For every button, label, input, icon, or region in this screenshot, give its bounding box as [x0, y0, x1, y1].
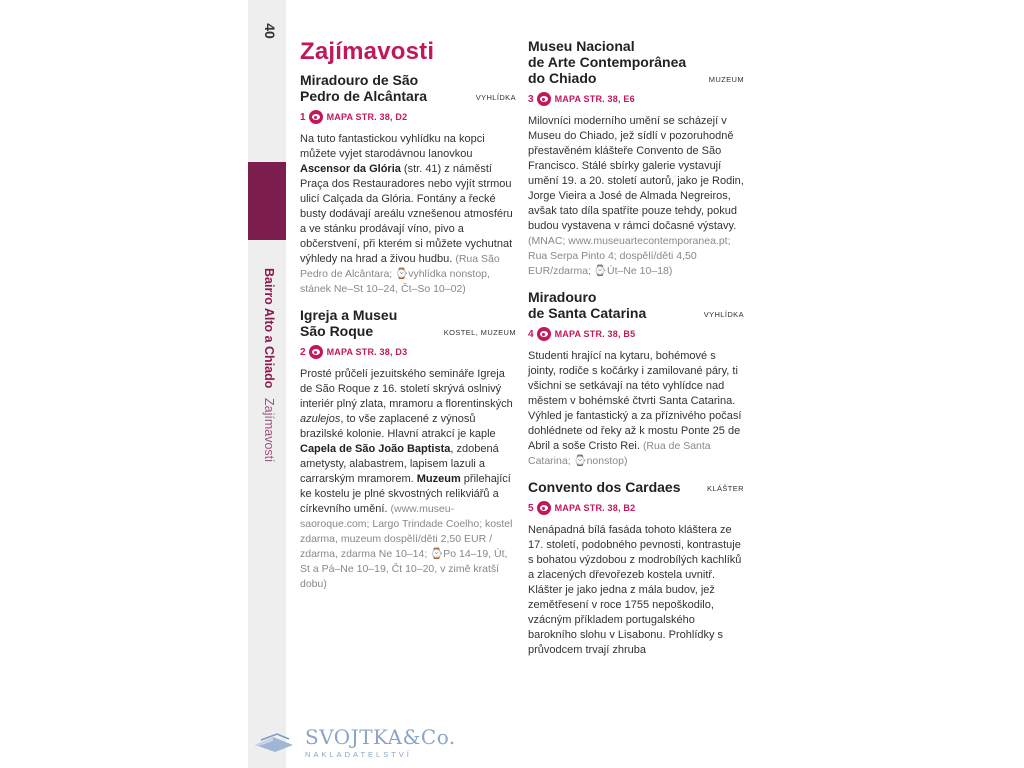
eye-icon — [537, 327, 551, 341]
left-column — [300, 38, 516, 602]
section-title: Zajímavosti — [300, 38, 435, 65]
body-text: přilehající ke kostelu je plné skvostných relikviářů a církevního umění. — [300, 473, 511, 515]
eye-icon — [309, 110, 323, 124]
map-label: MAPA STR. 38, E6 — [554, 94, 635, 104]
body-bold: Ascensor da Glória — [300, 163, 401, 175]
entry-museu-chiado — [528, 38, 744, 279]
entry-head — [300, 72, 516, 104]
body-bold: Muzeum — [416, 473, 461, 485]
body-text: , zdobená ametysty, alabastrem, lapisem lazuli a carrarským mramorem. — [300, 443, 499, 485]
page-number: 40 — [262, 23, 278, 39]
entry-tag: VYHLÍDKA — [475, 93, 516, 102]
body-text: Na tuto fantastickou vyhlídku na kopci můžete vyjet starodávnou lanovkou — [300, 133, 485, 160]
map-reference[interactable] — [300, 110, 516, 124]
map-number: 3 — [528, 93, 534, 105]
body-text: Studenti hrající na kytaru, bohémové s jointy, rodiče s kočárky i zamilované páry, ti všichni se setkávají na této vyhlídce nad městem v bohémské čtvrti Santa Catarina. Výhled je fantastický a za příznivého počasí dohlédnete od řeky až k mostu Ponte 25 de Abril a soše Cristo Rei. — [528, 350, 742, 452]
eye-icon — [537, 92, 551, 106]
entry-title — [528, 289, 646, 321]
map-number: 5 — [528, 502, 534, 514]
entry-title — [300, 72, 427, 104]
entry-info: (Rua São Pedro de Alcântara; ⌚vyhlídka nonstop, stánek Ne–St 10–24, Čt–So 10–02) — [300, 253, 500, 295]
body-text: Milovníci moderního umění se scházejí v Museu do Chiado, jež sídlí v pozoruhodně přestavěném klášteře Convento de São Francisco. Stálé sbírky galerie vystavují umění 19. a 20. století autorů, jako je Rodin, Jorge Vieira a José de Almada Negreiros, avšak tato díla spatříte pouze tehdy, pokud budou vystavena v rámci dočasné výstavy. — [528, 115, 744, 232]
map-label: MAPA STR. 38, D3 — [326, 347, 408, 357]
entry-body — [528, 349, 744, 469]
publisher-logo — [253, 723, 456, 763]
entry-title-line: Museu Nacional — [528, 38, 635, 54]
map-reference[interactable] — [300, 345, 516, 359]
entry-info: (www.museu-saoroque.com; Largo Trindade Coelho; kostel zdarma, muzeum dospělí/děti 2,50 EUR / zdarma, zdarma Ne 10–14; ⌚Po 14–19, Út, St a Pá–Ne 10–19, Čt 10–20, v zimě kratší dobu) — [300, 503, 513, 590]
entry-title-line: São Roque — [300, 323, 374, 339]
book-logo-icon — [253, 731, 295, 753]
entry-head — [528, 479, 744, 495]
entry-title-line: de Arte Contemporânea — [528, 54, 687, 70]
eye-icon — [309, 345, 323, 359]
entry-miradouro-sao-pedro — [300, 72, 516, 297]
entry-title — [528, 479, 680, 495]
map-reference[interactable] — [528, 92, 744, 106]
entry-tag: MUZEUM — [708, 75, 744, 84]
entry-title-line: Miradouro de São — [300, 72, 419, 88]
entry-body — [300, 367, 516, 592]
entry-tag: KOSTEL, MUZEUM — [443, 328, 516, 337]
entry-tag: VYHLÍDKA — [703, 310, 744, 319]
side-label-category: Zajímavosti — [262, 397, 276, 462]
entry-head — [528, 289, 744, 321]
entry-info: (Rua de Santa Catarina; ⌚nonstop) — [528, 440, 711, 467]
entry-miradouro-santa-catarina — [528, 289, 744, 469]
logo-name: SVOJTKA&Co. — [305, 725, 456, 749]
entry-title — [300, 307, 397, 339]
entry-title-line: do Chiado — [528, 70, 597, 86]
side-label-district: Bairro Alto a Chiado — [262, 268, 276, 389]
right-column — [528, 38, 744, 668]
entry-title — [528, 38, 686, 86]
map-number: 2 — [300, 346, 306, 358]
entry-title-line: Igreja a Museu — [300, 307, 398, 323]
entry-tag: KLÁŠTER — [707, 484, 744, 493]
side-accent-bar — [248, 162, 286, 240]
entry-title-line: Convento dos Cardaes — [528, 479, 681, 495]
entry-convento-cardaes — [528, 479, 744, 658]
eye-icon — [537, 501, 551, 515]
entry-body — [528, 523, 744, 658]
map-label: MAPA STR. 38, D2 — [326, 112, 408, 122]
entry-body — [528, 114, 744, 279]
map-number: 1 — [300, 111, 306, 123]
logo-subtitle: NAKLADATELSTVÍ — [305, 750, 412, 759]
map-label: MAPA STR. 38, B2 — [554, 503, 636, 513]
entry-title-line: Pedro de Alcântara — [300, 88, 428, 104]
body-italic: azulejos — [300, 413, 341, 425]
body-text: Nenápadná bílá fasáda tohoto kláštera ze 17. století, podobného pevnosti, kontrastuje s bohatou výzdobou z modrobílých kachlíků a zlacených dřevořezeb kostela uvnitř. Klášter je jako jedna z mála budov, jež zemětřesení v roce 1755 nepoškodilo, vzácným příkladem portugalského barokního slohu v Lisabonu. Prohlídky s průvodcem trvají zhruba — [528, 524, 742, 656]
body-text: (str. 41) z náměstí Praça dos Restauradores nebo vyjít strmou ulicí Calçada da Glória. Fontány a řecké busty dodávají areálu vznešenou atmosféru a ve stánku prodávají víno, pivo a občerstvení, při kterém si můžete vychutnat výhledy na hrad a živou hudbu. — [300, 163, 513, 265]
entry-title-line: de Santa Catarina — [528, 305, 647, 321]
body-text: Prosté průčelí jezuitského semináře Igreja de São Roque z 16. století skrývá oslnivý interiér plný zlata, mramoru a florentinských — [300, 368, 513, 410]
entry-info: (MNAC; www.museuartecontemporanea.pt; Rua Serpa Pinto 4; dospělí/děti 4,50 EUR/zdarma; ⌚Út–Ne 10–18) — [528, 235, 731, 277]
entry-head — [300, 307, 516, 339]
entry-body — [300, 132, 516, 297]
map-reference[interactable] — [528, 501, 744, 515]
entry-igreja-sao-roque — [300, 307, 516, 592]
entry-head — [528, 38, 744, 86]
body-bold: Capela de São João Baptista — [300, 443, 451, 455]
body-text: , to vše zaplacené z výnosů brazilské kolonie. Hlavní atrakcí je kaple — [300, 413, 496, 440]
map-number: 4 — [528, 328, 534, 340]
map-reference[interactable] — [528, 327, 744, 341]
side-section-label — [258, 268, 276, 508]
entry-title-line: Miradouro — [528, 289, 597, 305]
map-label: MAPA STR. 38, B5 — [554, 329, 636, 339]
